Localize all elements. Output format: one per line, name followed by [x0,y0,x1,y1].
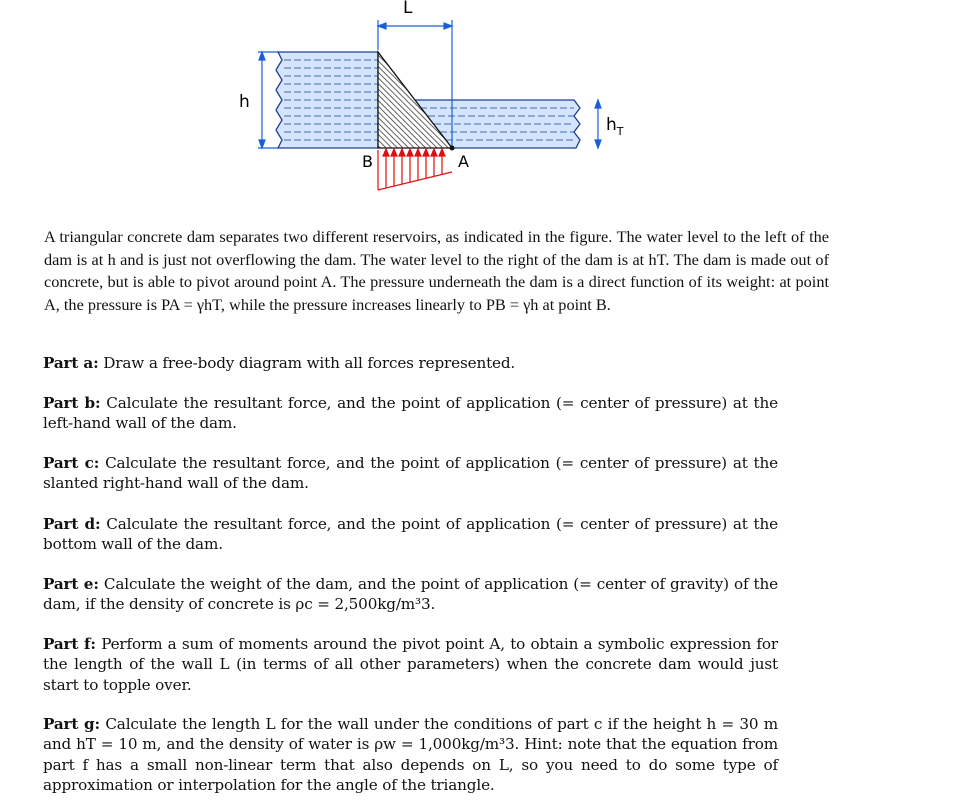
part-c-label: Part c: [43,454,100,472]
label-B: B [362,152,373,171]
part-a [43,353,778,373]
part-d-label: Part d: [43,515,101,533]
part-b [43,393,778,434]
label-A: A [458,152,469,171]
part-c [43,453,778,494]
pivot-point-A [450,146,455,151]
pressure-arrows [383,149,445,188]
part-f [43,634,778,695]
part-e [43,574,778,615]
label-L: L [403,0,413,18]
part-d [43,514,778,555]
part-e-label: Part e: [43,575,99,593]
part-g-label: Part g: [43,715,100,733]
label-hT: $h_T$ [606,115,624,138]
dimension-h [258,52,278,148]
part-e-text: Calculate the weight of the dam, and the point of application (= center of gravity) of the dam, if the density of concrete is ρc = 2,500kg/m³3. [43,575,778,614]
dam-figure [0,0,965,200]
dimension-hT [595,100,601,148]
label-h: h [239,92,250,112]
part-a-text: Draw a free-body diagram with all forces represented. [103,354,516,372]
problem-intro: A triangular concrete dam separates two different reservoirs, as indicated in the figure. The water level to the left of the dam is at h and is just not overflowing the dam. The water level to the right of the dam is at hT. The dam is made out of concrete, but is able to pivot around point A. The pressure underneath the dam is a direct function of its weight: at point A, the pressure is PA = γhT, while the pressure increases linearly to PB = γh at point B. [44,227,829,314]
part-c-text: Calculate the resultant force, and the point of application (= center of pressure) at the slanted right-hand wall of the dam. [43,454,778,493]
part-b-label: Part b: [43,394,101,412]
part-f-text: Perform a sum of moments around the pivot point A, to obtain a symbolic expression for the length of the wall L (in terms of all other parameters) when the concrete dam would just start to topple over. [43,635,778,694]
part-g [43,714,778,795]
part-a-label: Part a: [43,354,99,372]
part-f-label: Part f: [43,635,96,653]
part-g-text: Calculate the length L for the wall under the conditions of part c if the height h = 30 m and hT = 10 m, and the density of water is ρw = 1,000kg/m³3. Hint: note that the equation from part f has a small non-linear term that also depends on L, so you need to do some type of approximation or interpolation for the angle of the triangle. [43,715,778,794]
part-d-text: Calculate the resultant force, and the point of application (= center of pressure) at the bottom wall of the dam. [43,515,778,554]
left-reservoir [276,52,378,148]
part-b-text: Calculate the resultant force, and the point of application (= center of pressure) at the left-hand wall of the dam. [43,394,778,433]
